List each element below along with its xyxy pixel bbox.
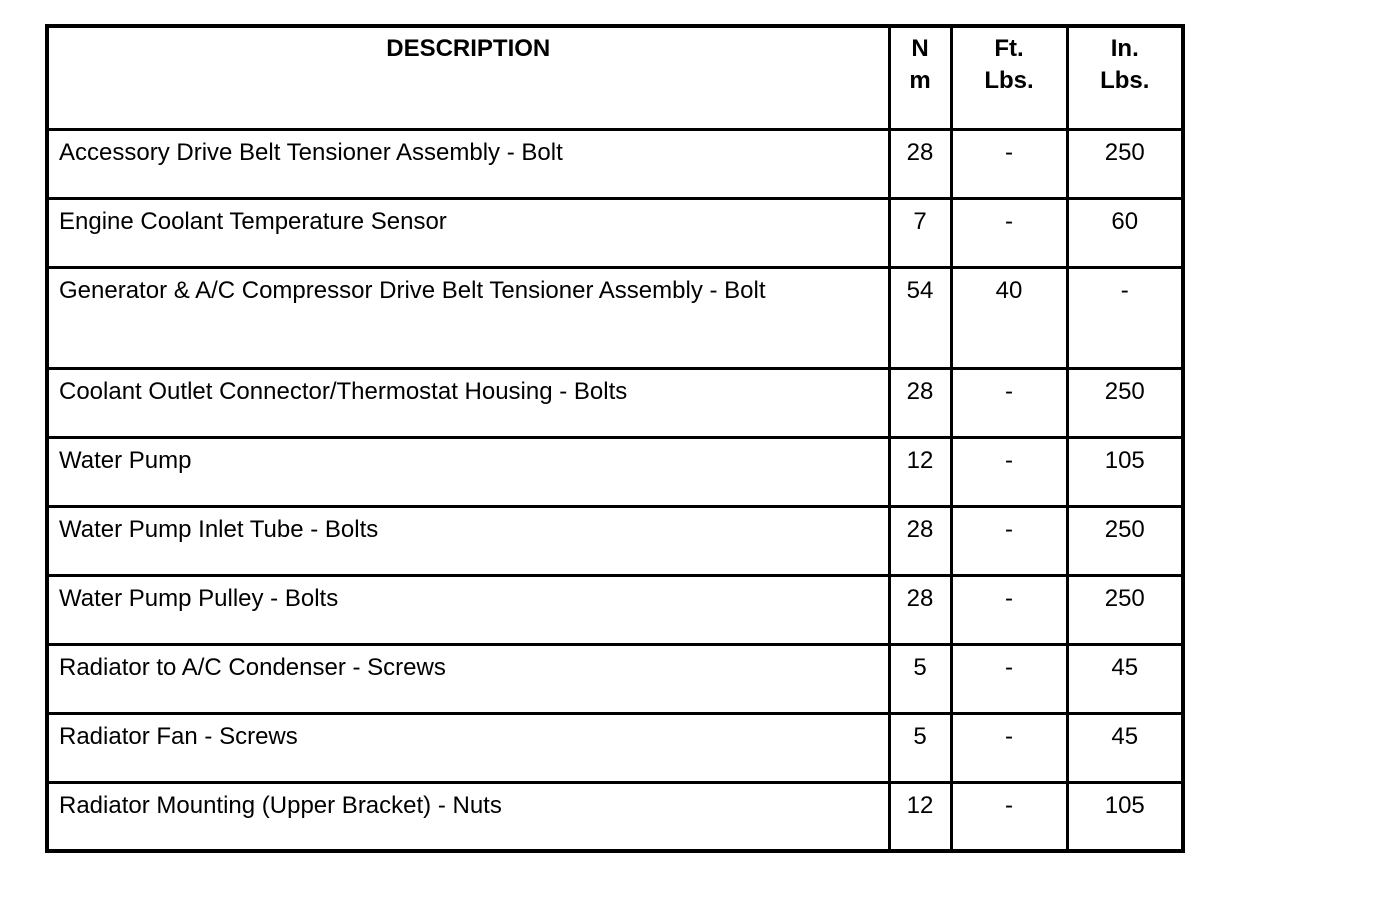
table-row	[47, 368, 1183, 437]
torque-spec-table	[45, 24, 1185, 853]
ft-lbs-cell: -	[951, 198, 1067, 267]
in-lbs-cell: 250	[1067, 368, 1183, 437]
nm-cell: 5	[889, 713, 951, 782]
in-lbs-cell: 105	[1067, 437, 1183, 506]
ft-lbs-cell: -	[951, 129, 1067, 198]
ft-lbs-cell: -	[951, 506, 1067, 575]
nm-cell: 28	[889, 129, 951, 198]
in-lbs-cell: 105	[1067, 782, 1183, 851]
description-cell: Radiator Fan - Screws	[47, 713, 889, 782]
ft-lbs-cell: -	[951, 368, 1067, 437]
description-cell: Accessory Drive Belt Tensioner Assembly - Bolt	[47, 129, 889, 198]
in-lbs-cell: 45	[1067, 713, 1183, 782]
ft-lbs-cell: -	[951, 437, 1067, 506]
nm-cell: 5	[889, 644, 951, 713]
nm-cell: 28	[889, 368, 951, 437]
table-row	[47, 575, 1183, 644]
table-row	[47, 782, 1183, 851]
table-row	[47, 437, 1183, 506]
in-lbs-cell: -	[1067, 267, 1183, 368]
description-cell: Coolant Outlet Connector/Thermostat Housing - Bolts	[47, 368, 889, 437]
header-in-lbs-line1: In.	[1110, 35, 1139, 62]
nm-cell: 7	[889, 198, 951, 267]
ft-lbs-cell: -	[951, 782, 1067, 851]
nm-cell: 28	[889, 575, 951, 644]
header-ft-lbs	[951, 26, 1067, 129]
header-nm-line2: m	[909, 67, 931, 94]
nm-cell: 12	[889, 782, 951, 851]
header-nm-line1: N	[911, 35, 929, 62]
nm-cell: 54	[889, 267, 951, 368]
ft-lbs-cell: -	[951, 713, 1067, 782]
description-cell: Water Pump Inlet Tube - Bolts	[47, 506, 889, 575]
description-cell: Engine Coolant Temperature Sensor	[47, 198, 889, 267]
nm-cell: 28	[889, 506, 951, 575]
header-description-label: DESCRIPTION	[386, 35, 551, 62]
in-lbs-cell: 250	[1067, 575, 1183, 644]
header-description	[47, 26, 889, 129]
description-cell: Water Pump	[47, 437, 889, 506]
description-cell: Generator & A/C Compressor Drive Belt Tensioner Assembly - Bolt	[47, 267, 889, 368]
description-cell: Water Pump Pulley - Bolts	[47, 575, 889, 644]
table-row	[47, 198, 1183, 267]
ft-lbs-cell: -	[951, 575, 1067, 644]
header-ft-lbs-line1: Ft.	[994, 35, 1024, 62]
in-lbs-cell: 60	[1067, 198, 1183, 267]
in-lbs-cell: 250	[1067, 506, 1183, 575]
header-ft-lbs-line2: Lbs.	[984, 67, 1034, 94]
ft-lbs-cell: 40	[951, 267, 1067, 368]
header-in-lbs-line2: Lbs.	[1100, 67, 1150, 94]
description-cell: Radiator Mounting (Upper Bracket) - Nuts	[47, 782, 889, 851]
description-cell: Radiator to A/C Condenser - Screws	[47, 644, 889, 713]
header-in-lbs	[1067, 26, 1183, 129]
ft-lbs-cell: -	[951, 644, 1067, 713]
table-row	[47, 267, 1183, 368]
nm-cell: 12	[889, 437, 951, 506]
table-row	[47, 129, 1183, 198]
header-nm	[889, 26, 951, 129]
table-row	[47, 644, 1183, 713]
table-row	[47, 713, 1183, 782]
in-lbs-cell: 250	[1067, 129, 1183, 198]
in-lbs-cell: 45	[1067, 644, 1183, 713]
table-header-row	[47, 26, 1183, 129]
table-row	[47, 506, 1183, 575]
